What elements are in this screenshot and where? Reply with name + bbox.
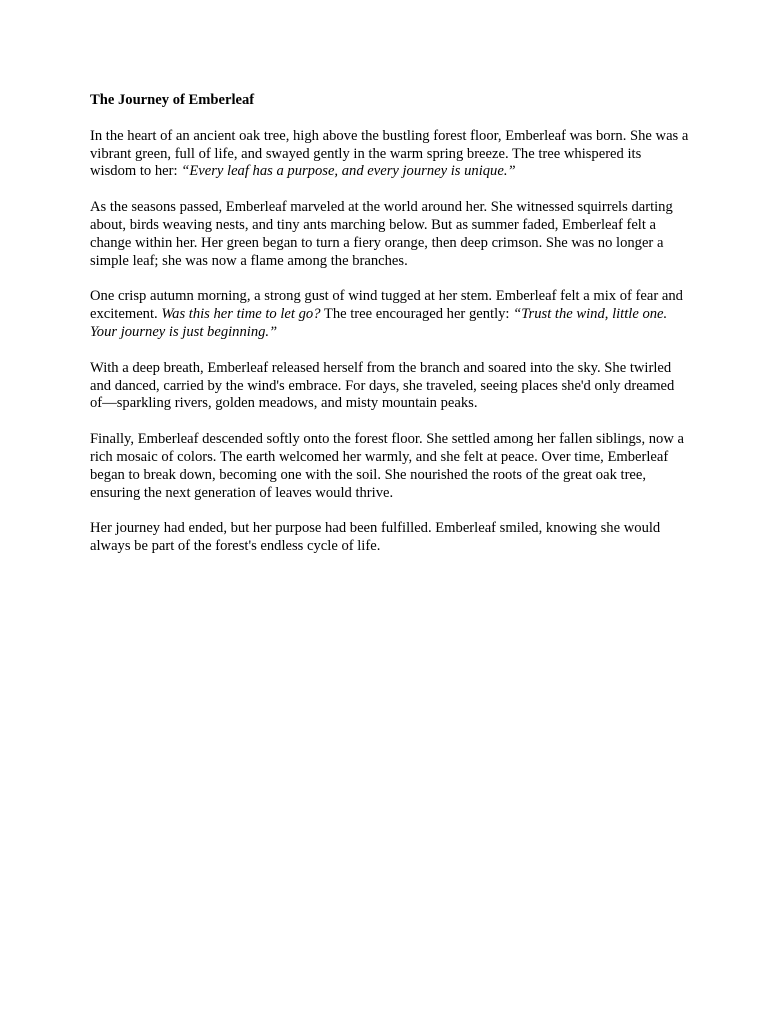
paragraph-1 (90, 128, 690, 181)
paragraph-text: Finally, Emberleaf descended softly onto the forest floor. She settled among her fallen siblings, now a rich mosaic of colors. The earth welcomed her warmly, and she felt at peace. Over time, Emberleaf began to break down, becoming one with the soil. She nourished the roots of the great oak tree, ensuring the next generation of leaves would thrive. (90, 431, 685, 501)
paragraph-text: Her journey had ended, but her purpose had been fulfilled. Emberleaf smiled, knowing she would always be part of the forest's endless cycle of life. (90, 520, 661, 555)
document-page (90, 92, 690, 574)
paragraph-2 (90, 199, 690, 270)
quote-text: “Trust the wind, little one. Your journey is just beginning.” (90, 306, 668, 340)
question-text: Was this her time to let go? (161, 306, 321, 323)
paragraph-3 (90, 288, 690, 341)
paragraph-6 (90, 520, 690, 556)
document-title: The Journey of Emberleaf (90, 92, 255, 108)
paragraph-text: One crisp autumn morning, a strong gust of wind tugged at her stem. Emberleaf felt a mix of fear and excitement. (90, 288, 683, 323)
paragraph-text: In the heart of an ancient oak tree, high above the bustling forest floor, Emberleaf was born. She was a vibrant green, full of life, and swayed gently in the warm spring breeze. The tree whispered its wisdom to her: (90, 127, 689, 180)
paragraph-text: As the seasons passed, Emberleaf marveled at the world around her. She witnessed squirrels darting about, birds weaving nests, and tiny ants marching below. But as summer faded, Emberleaf felt a change within her. Her green began to turn a fiery orange, then deep crimson. She was no longer a simple leaf; she was now a flame among the branches. (90, 199, 673, 269)
paragraph-4 (90, 360, 690, 413)
paragraph-5 (90, 431, 690, 502)
paragraph-text: The tree encouraged her gently: (320, 306, 514, 323)
quote-text: “Every leaf has a purpose, and every journey is unique.” (181, 163, 516, 180)
paragraph-text: With a deep breath, Emberleaf released herself from the branch and soared into the sky. She twirled and danced, carried by the wind's embrace. For days, she traveled, seeing places she'd only dreamed of—sparkling rivers, golden meadows, and misty mountain peaks. (90, 359, 675, 412)
